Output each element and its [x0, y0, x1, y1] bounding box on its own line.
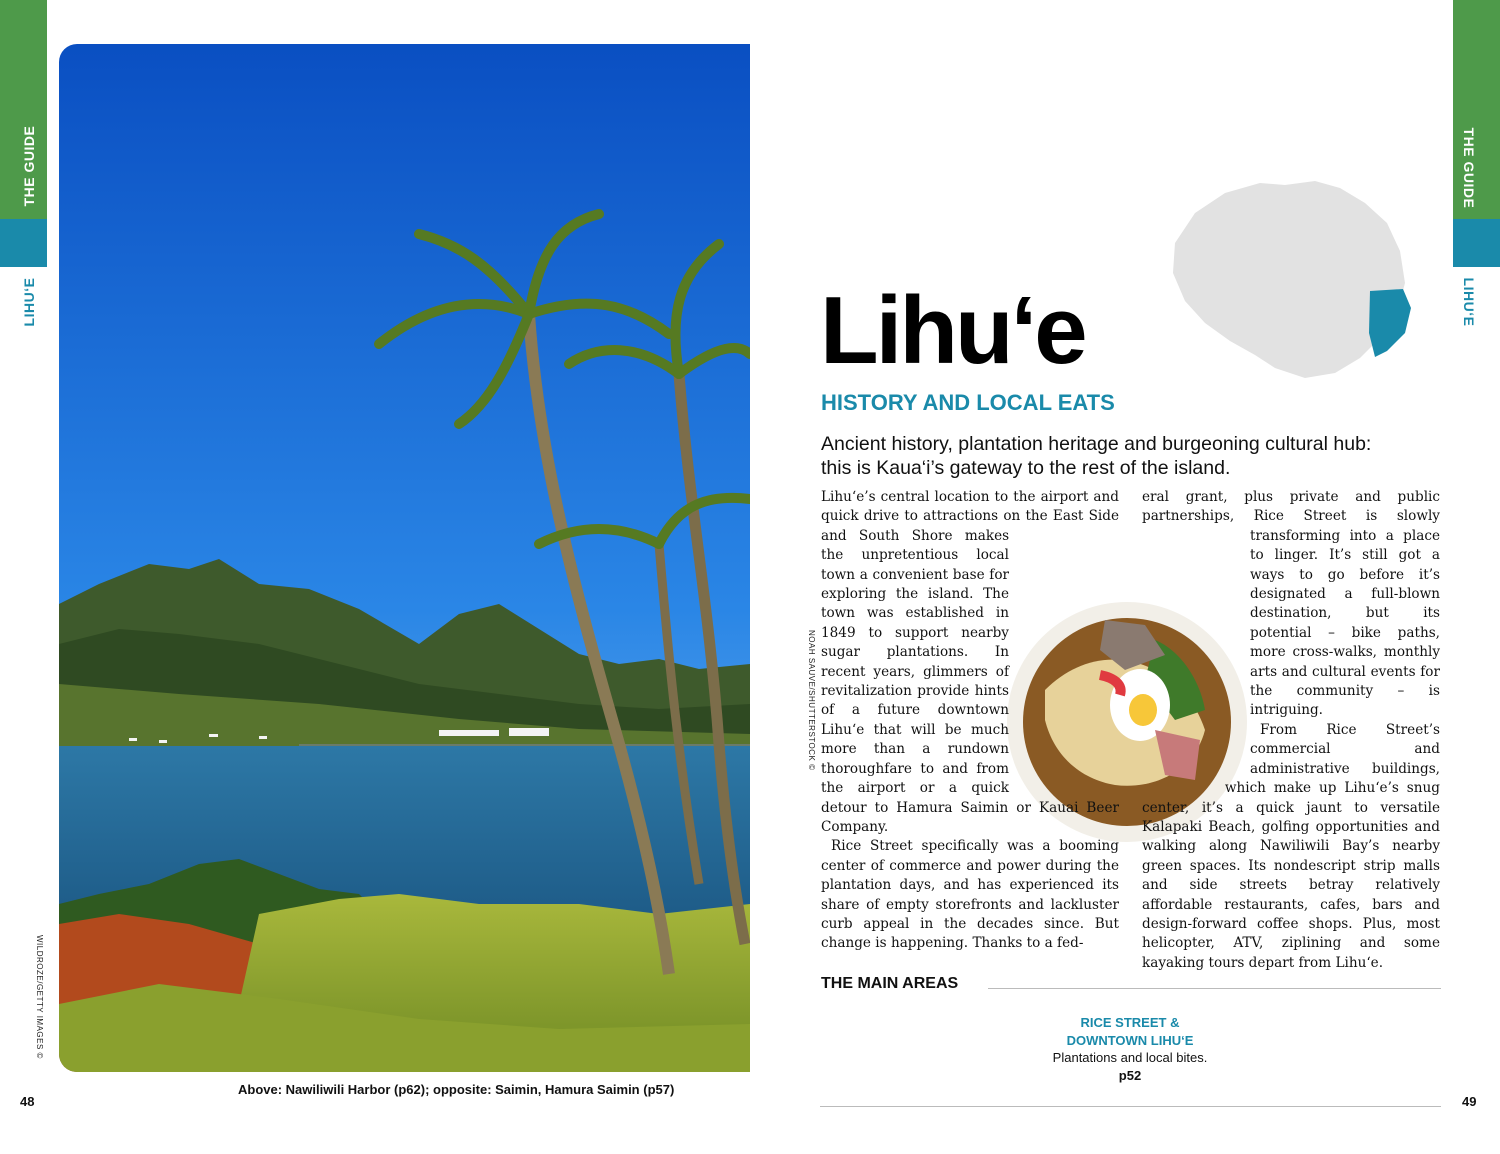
body-paragraph: eral grant, plus private and public partnerships, Rice Street is slowly transforming into a place to linger. It’s still got a ways to go before it’s designated a full-blown destination, but its potential – bike paths, more cross-walks, monthly arts and cultural events for the community – is intriguing.	[1142, 489, 1440, 719]
chapter-tab-label-left: LIHU‘E	[21, 277, 37, 327]
area-page-reference[interactable]: p52	[1118, 1068, 1142, 1083]
page-number-left: 48	[20, 1094, 35, 1109]
section-rule	[988, 988, 1441, 989]
body-paragraph: Lihu‘e’s central location to the airport and quick drive to attractions on the East Side and South Shore makes the unpretentious local town a convenient base for exploring the island. The town was established in 1849 to support nearby sugar plantations. In recent years, glimmers of revitalization provide hints of a future downtown Lihu‘e that will be much more than a rundown thoroughfare to and from the airport or a quick detour to Hamura Saimin or Kauai Beer Company.	[821, 489, 1119, 835]
section-tab-label-right: THE GUIDE	[1461, 127, 1477, 209]
area-name[interactable]	[1050, 1014, 1210, 1050]
body-column-2	[1142, 488, 1440, 973]
area-name-line: DOWNTOWN LIHU‘E	[1066, 1033, 1194, 1048]
harbor-photo	[59, 44, 750, 1072]
chapter-subtitle: HISTORY AND LOCAL EATS	[821, 390, 1115, 415]
page-number-right: 49	[1462, 1094, 1477, 1109]
main-photo-credit: WILDROZE/GETTY IMAGES ©	[35, 935, 44, 1059]
area-name-line: RICE STREET &	[1080, 1015, 1180, 1030]
chapter-lede: Ancient history, plantation heritage and burgeoning cultural hub: this is Kaua‘i’s gateway to the rest of the island.	[821, 433, 1372, 479]
chapter-tab-right	[1453, 219, 1500, 267]
main-areas-heading: THE MAIN AREAS	[821, 975, 959, 992]
bottom-rule	[820, 1106, 1441, 1107]
chapter-title: Lihu‘e	[820, 277, 1085, 384]
section-tab-label-left: THE GUIDE	[21, 125, 37, 207]
area-description: Plantations and local bites.	[1052, 1050, 1208, 1065]
island-locator-map	[1165, 173, 1415, 383]
photo-caption: Above: Nawiliwili Harbor (p62); opposite: Saimin, Hamura Saimin (p57)	[238, 1082, 675, 1097]
food-photo-credit: NOAH SAUVE/SHUTTERSTOCK ©	[807, 630, 816, 771]
body-column-1	[821, 488, 1119, 954]
body-paragraph: Rice Street specifically was a booming center of commerce and power during the plantation days, and has experienced its share of empty storefronts and lackluster curb appeal in the decades since. But change is happening. Thanks to a fed-	[821, 838, 1119, 952]
chapter-tab-left	[0, 219, 47, 267]
body-paragraph: From Rice Street’s commercial and administrative buildings, which make up Lihu‘e’s snug center, it’s a quick jaunt to versatile Kalapaki Beach, golfing opportunities and walking along Nawiliwili Bay’s nearby green spaces. Its nondescript strip malls and side streets betray relatively affordable restaurants, cafes, bars and design-forward coffee shops. Plus, most helicopter, ATV, ziplining and some kayaking tours depart from Lihu‘e.	[1142, 721, 1440, 971]
chapter-tab-label-right: LIHU‘E	[1461, 277, 1477, 327]
